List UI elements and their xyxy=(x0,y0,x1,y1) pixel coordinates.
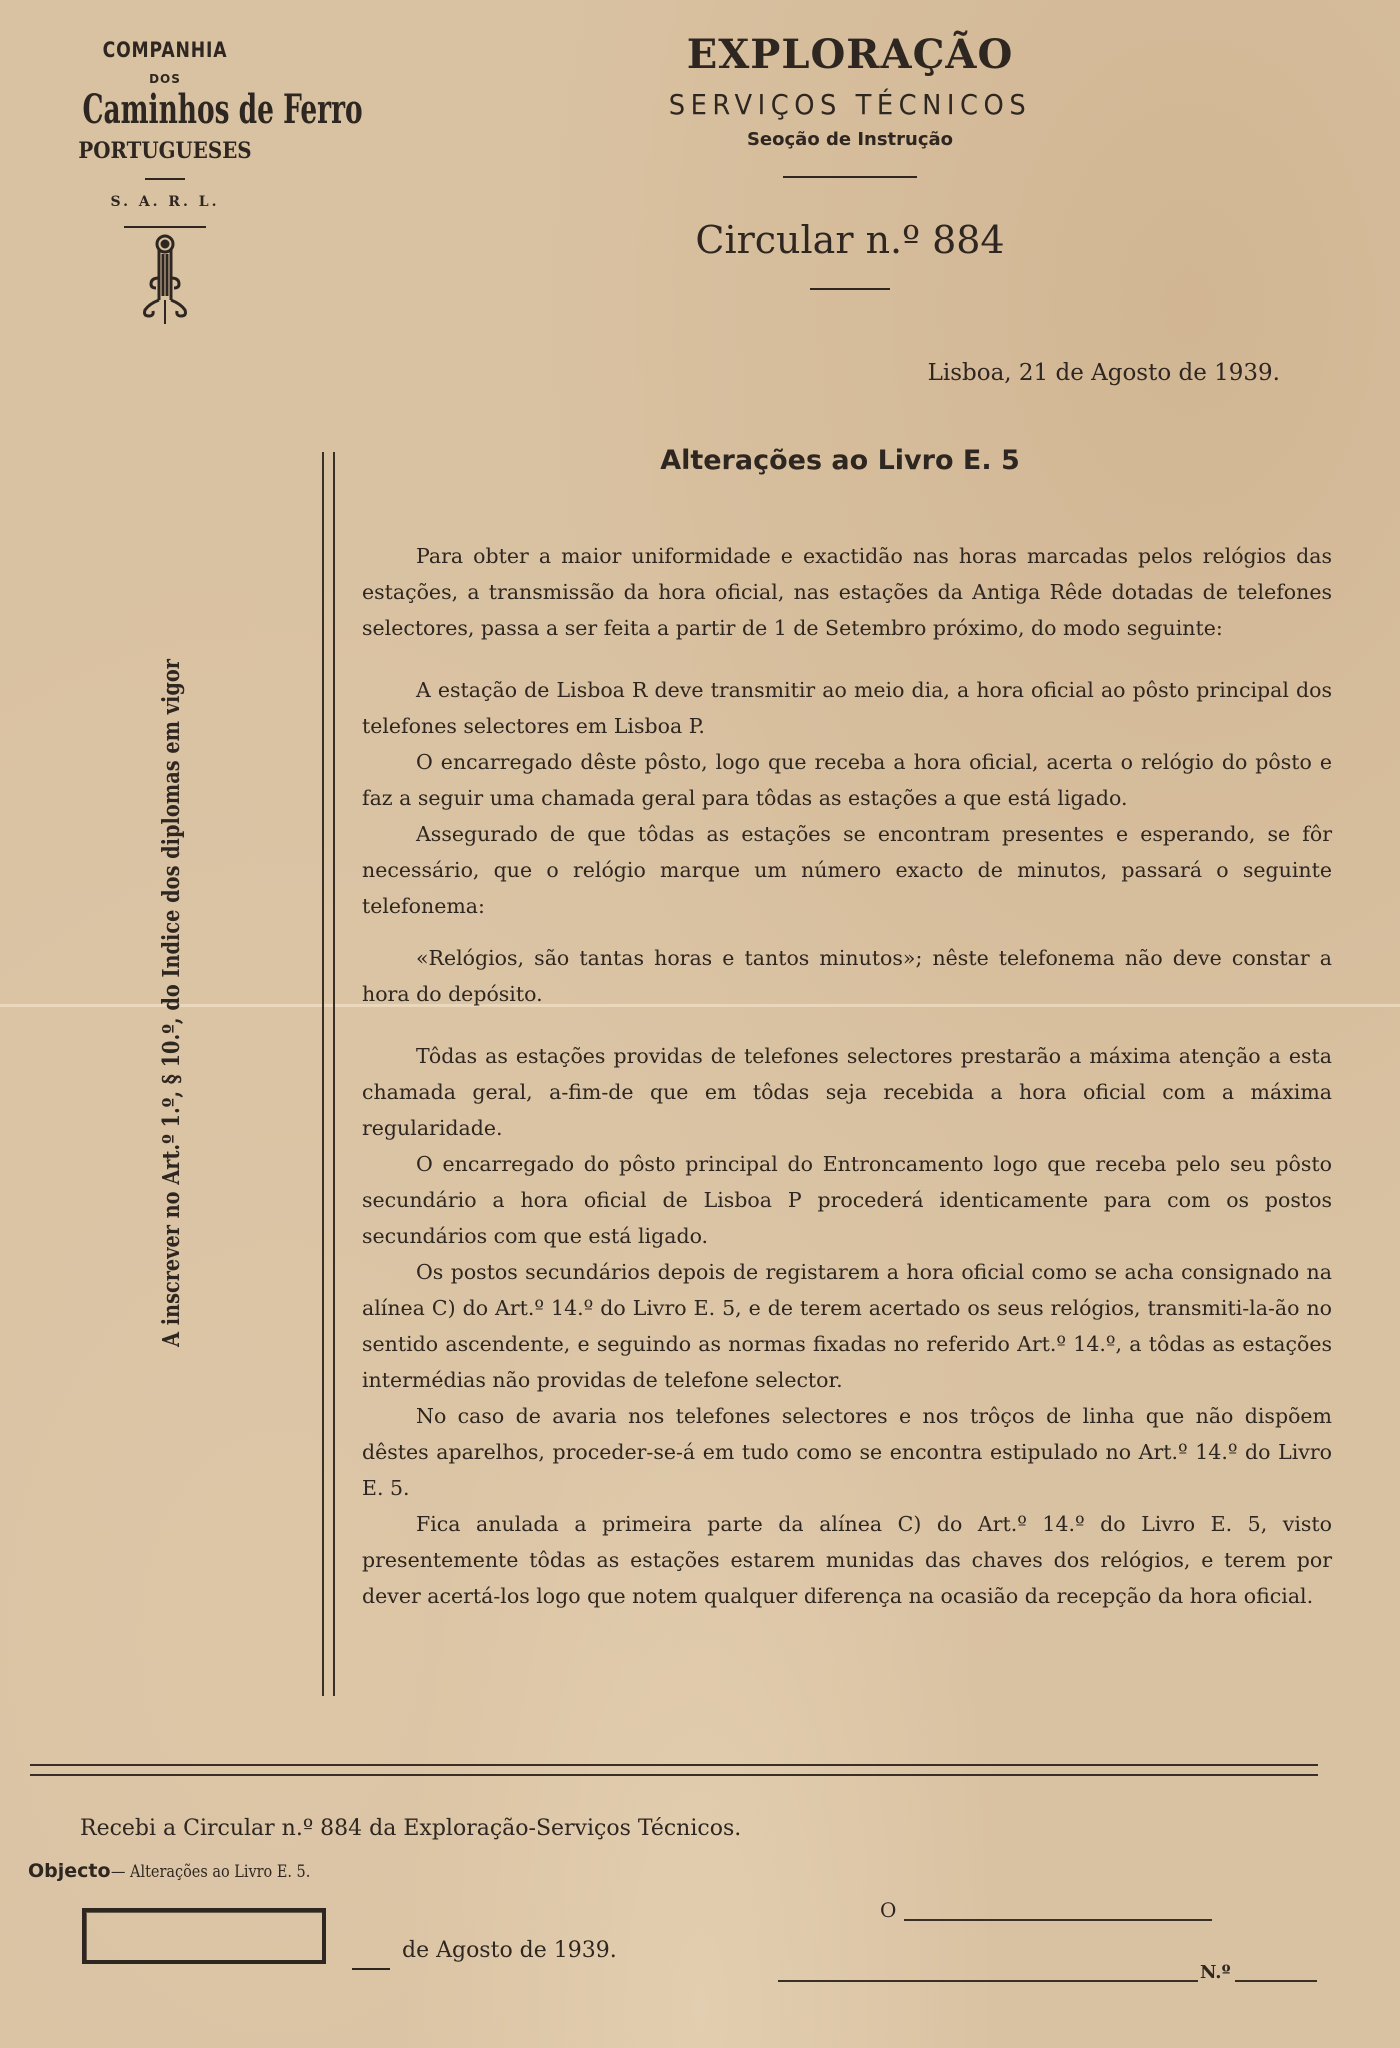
section-title: Seoção de Instrução xyxy=(746,129,954,150)
receipt-statement: Recebi a Circular n.º 884 da Exploração-Serviços Técnicos. xyxy=(80,1816,742,1841)
cut-rule-top xyxy=(30,1764,1318,1766)
divider xyxy=(145,178,185,180)
number-label: N.º xyxy=(1200,1962,1231,1983)
divider xyxy=(810,288,890,290)
divider xyxy=(783,176,917,178)
company-name: Caminhos de Ferro xyxy=(82,86,363,133)
side-note xyxy=(158,647,192,1347)
object-value: — Alterações ao Livro E. 5. xyxy=(110,1862,310,1882)
paragraph: A estação de Lisboa R deve transmitir ao meio dia, a hora oficial ao pôsto principal dos telefones selectores em Lisboa P. xyxy=(362,678,1332,738)
cut-rule-bottom xyxy=(30,1774,1318,1776)
divider xyxy=(124,226,206,228)
paragraph: Tôdas as estações providas de telefones selectores prestarão a máxima atenção a esta chamada geral, a-fim-de que em tôdas seja recebida a hora oficial com a máxima regularidade. xyxy=(362,1044,1332,1140)
paragraph: Os postos secundários depois de registarem a hora oficial como se acha consignado na alínea C) do Art.º 14.º do Livro E. 5, e de terem acertado os seus relógios, transmiti-la-ão no sentido ascendente, e seguindo as normas fixadas no referido Art.º 14.º, a tôdas as estações intermédias não providas de telefone selector. xyxy=(362,1260,1332,1392)
side-note-text: A inscrever no Art.º 1.º, § 10.º, do Indice dos diplomas em vigor xyxy=(158,659,185,1347)
railway-emblem-icon xyxy=(141,234,189,326)
department-title: EXPLORAÇÃO xyxy=(686,31,1014,78)
quoted-paragraph: «Relógios, são tantas horas e tantos minutos»; nêste telefonema não deve constar a hora do depósito. xyxy=(362,946,1332,1006)
service-title: SERVIÇOS TÉCNICOS xyxy=(668,88,1032,121)
paragraph: O encarregado dêste pôsto, logo que receba a hora oficial, acerta o relógio do pôsto e faz a seguir uma chamada geral para tôdas as estações a que está ligado. xyxy=(362,750,1332,810)
receipt-date-suffix: de Agosto de 1939. xyxy=(402,1938,617,1963)
company-line-4: PORTUGUESES xyxy=(78,138,252,164)
company-legal-form: S. A. R. L. xyxy=(110,194,220,210)
paragraph: Assegurado de que tôdas as estações se encontram presentes e esperando, se fôr necessário, que o relógio marque um número exacto de minutos, passará o seguinte telefonema: xyxy=(362,822,1332,918)
document-date: Lisboa, 21 de Agosto de 1939. xyxy=(927,360,1280,386)
document-body xyxy=(362,538,1332,1614)
company-line-1: COMPANHIA xyxy=(102,38,228,62)
object-label: Objecto xyxy=(28,1860,111,1882)
paragraph: O encarregado do pôsto principal do Entroncamento logo que receba pelo seu pôsto secundário a hora oficial de Lisboa P procederá identicamente para com os postos secundários com que está ligado. xyxy=(362,1152,1332,1248)
number-line[interactable] xyxy=(1235,1980,1317,1982)
signer-prefix: O xyxy=(880,1898,897,1922)
circular-number: Circular n.º 884 xyxy=(695,218,1005,262)
company-line-2: DOS xyxy=(149,72,181,86)
receipt-object xyxy=(28,1860,345,1882)
company-header xyxy=(40,36,363,326)
signature-line[interactable] xyxy=(778,1980,1198,1982)
day-blank-line[interactable] xyxy=(352,1968,390,1970)
paragraph: No caso de avaria nos telefones selectores e nos trôços de linha que não dispõem dêstes aparelhos, proceder-se-á em tudo como se encontra estipulado no Art.º 14.º do Livro E. 5. xyxy=(362,1404,1332,1500)
paragraph: Para obter a maior uniformidade e exactidão nas horas marcadas pelos relógios das estações, a transmissão da hora oficial, nas estações da Antiga Rêde dotadas de telefones selectores, passa a ser feita a partir de 1 de Setembro próximo, do modo seguinte: xyxy=(362,544,1332,640)
document-title: Alterações ao Livro E. 5 xyxy=(660,445,1020,476)
signer-title-line[interactable] xyxy=(904,1919,1212,1921)
paragraph: Fica anulada a primeira parte da alínea C) do Art.º 14.º do Livro E. 5, visto presentemente tôdas as estações estarem munidas das chaves dos relógios, e terem por dever acertá-los logo que notem qualquer diferença na ocasião da recepção da hora oficial. xyxy=(362,1512,1332,1608)
margin-rule-left xyxy=(322,452,324,1696)
document-header xyxy=(600,30,1100,290)
day-input-box[interactable] xyxy=(82,1908,326,1964)
margin-rule-right xyxy=(333,452,335,1696)
